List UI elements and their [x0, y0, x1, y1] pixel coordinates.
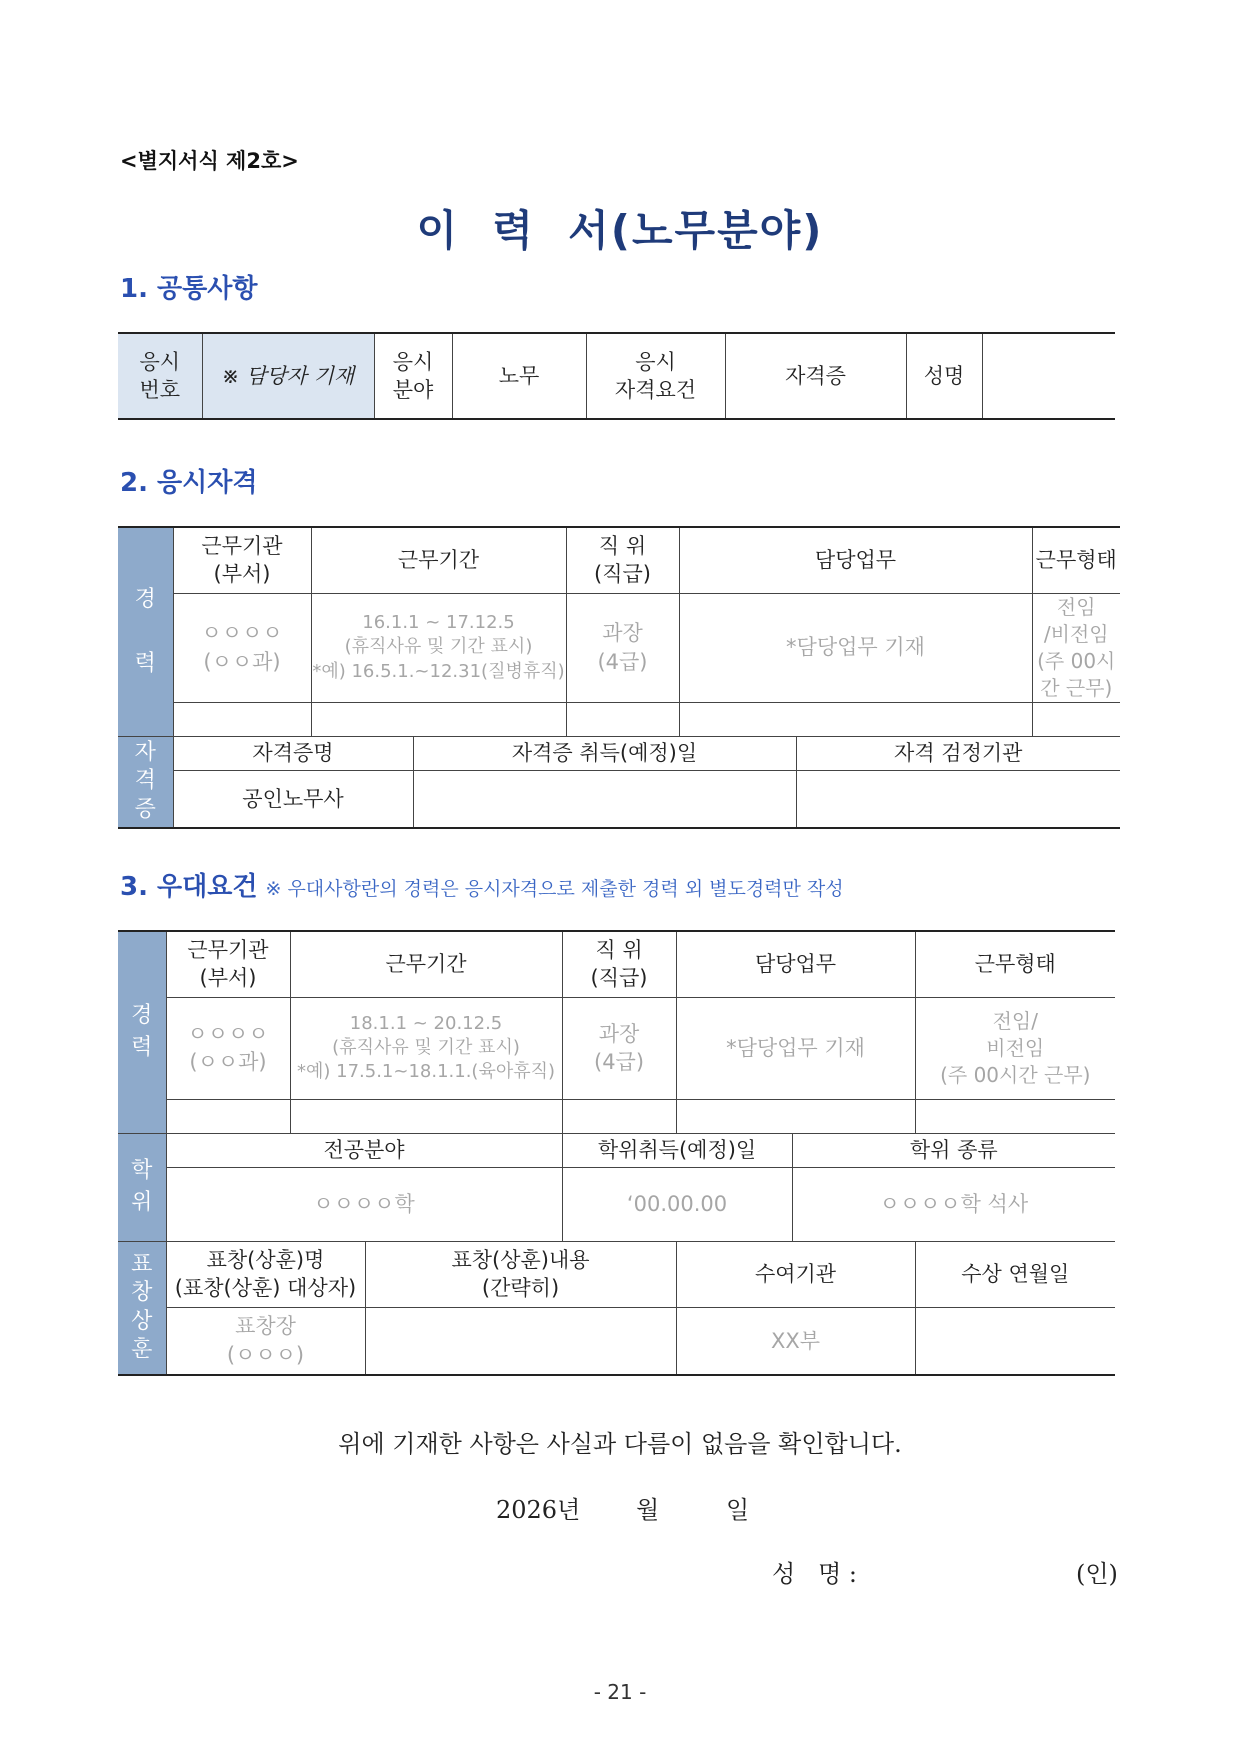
date-month: 월: [636, 1496, 660, 1524]
award-name-cell[interactable]: 표창장 (ㅇㅇㅇ): [166, 1307, 365, 1375]
pref-employment-cell[interactable]: 전임/ 비전임 (주 00시간 근무): [915, 997, 1115, 1099]
cert-date-header: 자격증 취득(예정)일: [413, 736, 796, 770]
section3-note: ※ 우대사항란의 경력은 응시자격으로 제출한 경력 외 별도경력만 작성: [265, 878, 844, 900]
award-name-header: 표창(상훈)명 (표창(상훈) 대상자): [166, 1241, 365, 1307]
employment-type-header: 근무형태: [1032, 527, 1120, 593]
exam-requirement-label: 응시 자격요건: [586, 333, 725, 419]
pref-empty-cell[interactable]: [290, 1099, 562, 1133]
award-date-cell[interactable]: [915, 1307, 1115, 1375]
pref-empty-cell[interactable]: [915, 1099, 1115, 1133]
career-empty-cell[interactable]: [1032, 702, 1120, 736]
career-empty-cell[interactable]: [566, 702, 679, 736]
career-employment-cell[interactable]: 전임 /비전임 (주 00시간 근무): [1032, 593, 1120, 702]
degree-date-cell[interactable]: ‘00.00.00: [562, 1167, 792, 1241]
position-header: 직 위 (직급): [566, 527, 679, 593]
cert-authority-header: 자격 검정기관: [796, 736, 1120, 770]
pref-empty-cell[interactable]: [166, 1099, 290, 1133]
pref-empty-cell[interactable]: [676, 1099, 915, 1133]
degree-type-header: 학위 종류: [792, 1133, 1115, 1167]
pref-workplace-header: 근무기관 (부서): [166, 931, 290, 997]
cert-name-header: 자격증명: [173, 736, 413, 770]
cert-name-cell[interactable]: 공인노무사: [173, 770, 413, 828]
degree-date-header: 학위취득(예정)일: [562, 1133, 792, 1167]
applicant-name-field[interactable]: [982, 333, 1115, 419]
degree-side-label: 학 위: [118, 1133, 166, 1241]
section2-heading: 2. 응시자격: [120, 468, 258, 498]
date-year: 2026년: [496, 1496, 581, 1524]
award-issuer-header: 수여기관: [676, 1241, 915, 1307]
cert-date-cell[interactable]: [413, 770, 796, 828]
workplace-header: 근무기관 (부서): [173, 527, 311, 593]
signature-field[interactable]: [896, 1552, 1066, 1586]
exam-requirement-value[interactable]: 자격증: [725, 333, 906, 419]
section3-heading: [120, 866, 844, 903]
exam-field-value[interactable]: 노무: [452, 333, 586, 419]
career-position-cell[interactable]: 과장 (4급): [566, 593, 679, 702]
career-empty-cell[interactable]: [679, 702, 1032, 736]
page-number: - 21 -: [593, 1680, 647, 1704]
pref-period-header: 근무기간: [290, 931, 562, 997]
major-cell[interactable]: ㅇㅇㅇㅇ학: [166, 1167, 562, 1241]
major-header: 전공분야: [166, 1133, 562, 1167]
pref-employment-header: 근무형태: [915, 931, 1115, 997]
career-empty-cell[interactable]: [311, 702, 566, 736]
document-title: 이 력 서(노무분야): [416, 206, 824, 255]
pref-duty-header: 담당업무: [676, 931, 915, 997]
seal-mark: (인): [1076, 1560, 1118, 1588]
form-number: <별지서식 제2호>: [120, 149, 299, 173]
exam-field-label: 응시 분야: [374, 333, 452, 419]
award-side-label: 표 창 상 훈: [118, 1241, 166, 1375]
duty-header: 담당업무: [679, 527, 1032, 593]
pref-duty-cell[interactable]: *담당업무 기재: [676, 997, 915, 1099]
applicant-name-label: 성명: [906, 333, 982, 419]
cert-authority-cell[interactable]: [796, 770, 1120, 828]
award-content-cell[interactable]: [365, 1307, 676, 1375]
degree-type-cell[interactable]: ㅇㅇㅇㅇ학 석사: [792, 1167, 1115, 1241]
award-date-header: 수상 연월일: [915, 1241, 1115, 1307]
preference-table: [118, 930, 1115, 1376]
pref-empty-cell[interactable]: [562, 1099, 676, 1133]
exam-number-label: 응시 번호: [118, 333, 202, 419]
section3-title: 3. 우대요건: [120, 872, 258, 902]
award-issuer-cell[interactable]: XX부: [676, 1307, 915, 1375]
work-period-header: 근무기간: [311, 527, 566, 593]
career-side-label: 경 력: [118, 527, 173, 736]
signature-label: 성 명 :: [772, 1560, 857, 1588]
career-period-cell[interactable]: 16.1.1 ~ 17.12.5 (휴직사유 및 기간 표시) *예) 16.5.1.~12.31(질병휴직): [311, 593, 566, 702]
section1-heading: 1. 공통사항: [120, 274, 258, 304]
pref-career-side-label: 경 력: [118, 931, 166, 1133]
pref-period-cell[interactable]: 18.1.1 ~ 20.12.5 (휴직사유 및 기간 표시) *예) 17.5.1~18.1.1.(육아휴직): [290, 997, 562, 1099]
career-empty-cell[interactable]: [173, 702, 311, 736]
certificate-side-label: 자 격 증: [118, 736, 173, 828]
qualification-table: [118, 526, 1120, 829]
confirmation-statement: 위에 기재한 사항은 사실과 다름이 없음을 확인합니다.: [338, 1430, 902, 1458]
career-duty-cell[interactable]: *담당업무 기재: [679, 593, 1032, 702]
award-content-header: 표창(상훈)내용 (간략히): [365, 1241, 676, 1307]
pref-workplace-cell[interactable]: ㅇㅇㅇㅇ (ㅇㅇ과): [166, 997, 290, 1099]
career-workplace-cell[interactable]: ㅇㅇㅇㅇ (ㅇㅇ과): [173, 593, 311, 702]
pref-position-header: 직 위 (직급): [562, 931, 676, 997]
date-day: 일: [726, 1496, 750, 1524]
exam-number-value: ※ 담당자 기재: [202, 333, 374, 419]
common-info-table: [118, 332, 1115, 420]
pref-position-cell[interactable]: 과장 (4급): [562, 997, 676, 1099]
